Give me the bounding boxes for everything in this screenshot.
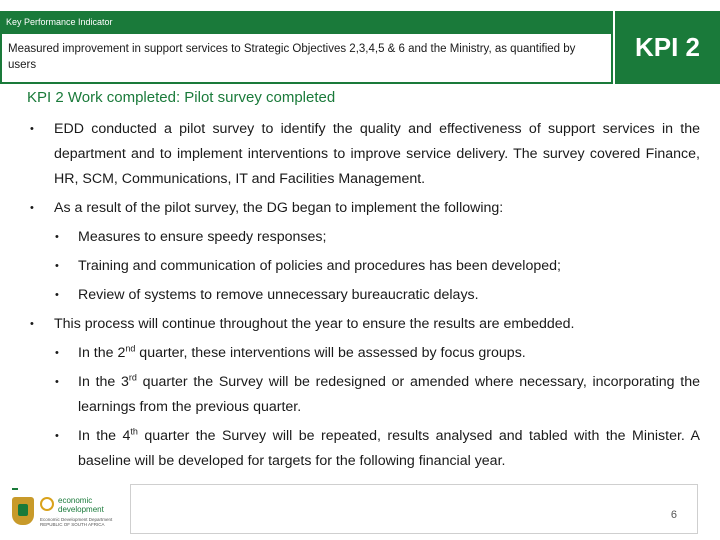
- bullet-icon: •: [55, 376, 59, 388]
- sub-bullet-text: Review of systems to remove unnecessary bureaucratic delays.: [78, 287, 479, 303]
- sub-bullet-text: Measures to ensure speedy responses;: [78, 229, 327, 245]
- bullet-text: This process will continue throughout the year to ensure the results are embedded.: [54, 316, 575, 332]
- page-number: 6: [670, 509, 677, 521]
- kpi-label: Key Performance Indicator: [0, 11, 613, 34]
- bullet-icon: •: [30, 123, 34, 135]
- kpi-description: Measured improvement in support services to Strategic Objectives 2,3,4,5 & 6 and the Ministry, as quantified by users: [0, 34, 613, 84]
- bullet-icon: •: [30, 202, 34, 214]
- bullet-icon: •: [55, 289, 59, 301]
- bullet-item: [30, 196, 700, 221]
- slide-subtitle: KPI 2 Work completed: Pilot survey completed: [27, 89, 336, 106]
- bullet-icon: •: [55, 231, 59, 243]
- sub-bullet-item: [30, 254, 700, 279]
- bullet-list: [30, 117, 700, 478]
- coat-of-arms-icon: [12, 497, 34, 525]
- bullet-item: [30, 117, 700, 192]
- sub-bullet-text: Training and communication of policies and procedures has been developed;: [78, 258, 561, 274]
- logo-subtext: Economic Development Department REPUBLIC OF SOUTH AFRICA: [40, 517, 113, 527]
- sub-bullet-item: [30, 225, 700, 250]
- footer-box: [130, 484, 698, 534]
- kpi-header: [0, 11, 720, 84]
- sub-bullet-text: In the 3rd quarter the Survey will be redesigned or amended where necessary, incorporating the learnings from the previous quarter.: [78, 372, 700, 415]
- sub-bullet-text: In the 4th quarter the Survey will be repeated, results analysed and tabled with the Minister. A baseline will be developed for targets for the following financial year.: [78, 426, 700, 469]
- bullet-icon: •: [55, 260, 59, 272]
- sub-bullet-item: [30, 341, 700, 366]
- bullet-icon: •: [55, 430, 59, 442]
- department-logo: [12, 487, 122, 533]
- bullet-item: [30, 312, 700, 337]
- sub-bullet-item: [30, 424, 700, 474]
- logo-mark-icon: [40, 497, 54, 511]
- logo-text: economic development: [58, 496, 104, 514]
- sub-bullet-item: [30, 283, 700, 308]
- kpi-badge: KPI 2: [615, 11, 720, 84]
- bullet-text: As a result of the pilot survey, the DG began to implement the following:: [54, 200, 504, 216]
- bullet-icon: •: [55, 347, 59, 359]
- bullet-icon: •: [30, 318, 34, 330]
- sub-bullet-text: In the 2nd quarter, these interventions will be assessed by focus groups.: [78, 343, 526, 361]
- bullet-text: EDD conducted a pilot survey to identify the quality and effectiveness of support services in the department and to implement interventions to improve service delivery. The survey covered Finance, HR, SCM, Communications, IT and Facilities Management.: [54, 121, 700, 187]
- sub-bullet-item: [30, 370, 700, 420]
